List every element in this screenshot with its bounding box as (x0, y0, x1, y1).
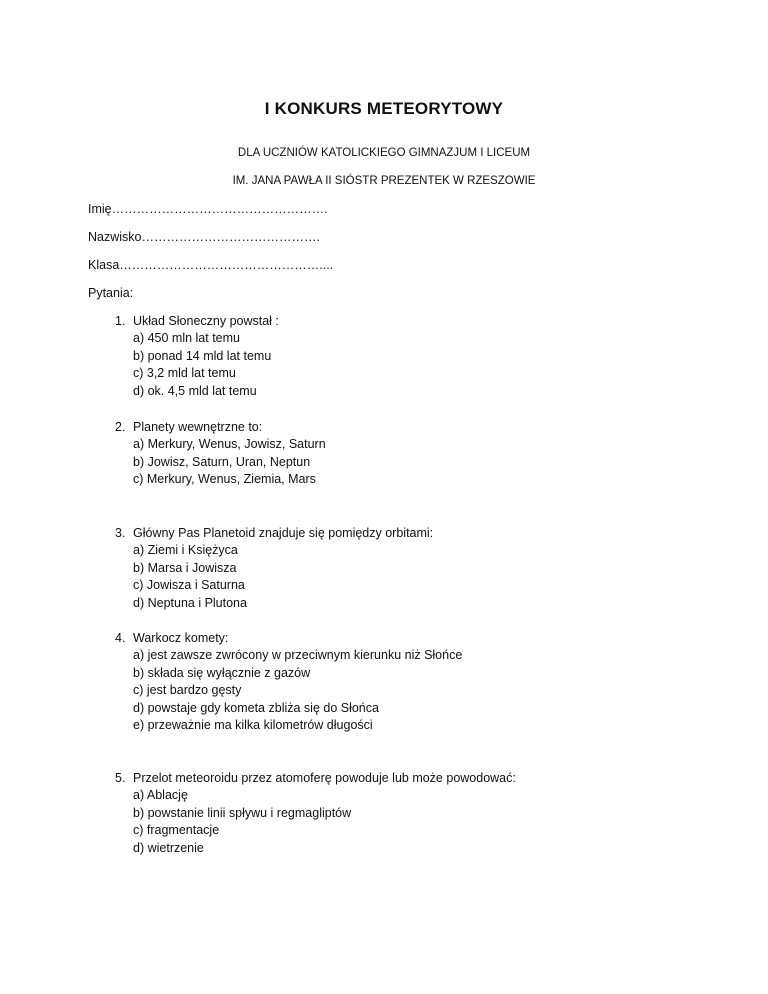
question-text: Przelot meteoroidu przez atomoferę powoduje lub może powodować: (133, 771, 516, 785)
question-number: 1. (115, 314, 126, 328)
answer-option[interactable]: b) powstanie linii spływu i regmagliptów (133, 805, 352, 820)
answer-list (133, 647, 735, 734)
question-text: Planety wewnętrzne to: (133, 420, 263, 434)
answer-option[interactable]: d) wietrzenie (133, 840, 204, 855)
answer-option[interactable]: a) Merkury, Wenus, Jowisz, Saturn (133, 437, 326, 452)
questions-heading: Pytania: (88, 286, 134, 300)
first-name-field[interactable]: Imię……………………………………………. (88, 202, 328, 216)
answer-option[interactable]: b) Jowisz, Saturn, Uran, Neptun (133, 454, 311, 469)
question-3 (115, 525, 735, 612)
question-number: 4. (115, 631, 126, 645)
last-name-field[interactable]: Nazwisko……………………………………. (88, 230, 320, 244)
subtitle-line-1: DLA UCZNIÓW KATOLICKIEGO GIMNAZJUM I LICEUM (237, 147, 531, 159)
document-title: I KONKURS METEORYTOWY (264, 99, 504, 118)
question-1 (115, 313, 735, 400)
question-number: 2. (115, 420, 126, 434)
question-text: Układ Słoneczny powstał : (133, 314, 279, 328)
question-2 (115, 419, 735, 489)
answer-list (133, 542, 735, 612)
answer-option[interactable]: d) ok. 4,5 mld lat temu (133, 383, 257, 398)
question-5 (115, 770, 735, 857)
answer-option[interactable]: a) jest zawsze zwrócony w przeciwnym kierunku niż Słońce (133, 648, 463, 663)
answer-option[interactable]: d) Neptuna i Plutona (133, 595, 247, 610)
answer-option[interactable]: e) przeważnie ma kilka kilometrów długości (133, 717, 373, 732)
answer-option[interactable]: c) Jowisza i Saturna (133, 578, 245, 593)
answer-option[interactable]: c) 3,2 mld lat temu (133, 366, 236, 381)
answer-list (133, 436, 735, 488)
answer-option[interactable]: b) składa się wyłącznie z gazów (133, 665, 311, 680)
answer-option[interactable]: c) jest bardzo gęsty (133, 683, 242, 698)
answer-option[interactable]: a) Ablację (133, 788, 188, 803)
question-number: 5. (115, 771, 126, 785)
answer-option[interactable]: a) 450 mln lat temu (133, 331, 240, 346)
answer-list (133, 330, 735, 400)
class-field[interactable]: Klasa………………………………………….... (88, 258, 334, 272)
question-text: Warkocz komety: (133, 631, 229, 645)
answer-option[interactable]: a) Ziemi i Księżyca (133, 543, 238, 558)
question-number: 3. (115, 526, 126, 540)
subtitle-line-2: IM. JANA PAWŁA II SIÓSTR PREZENTEK W RZESZOWIE (232, 175, 536, 187)
question-4 (115, 630, 735, 734)
answer-option[interactable]: c) Merkury, Wenus, Ziemia, Mars (133, 472, 316, 487)
answer-list (133, 787, 735, 857)
answer-option[interactable]: d) powstaje gdy kometa zbliża się do Słońca (133, 700, 379, 715)
answer-option[interactable]: b) Marsa i Jowisza (133, 560, 237, 575)
answer-option[interactable]: b) ponad 14 mld lat temu (133, 348, 272, 363)
answer-option[interactable]: c) fragmentacje (133, 823, 220, 838)
question-text: Główny Pas Planetoid znajduje się pomiędzy orbitami: (133, 526, 434, 540)
